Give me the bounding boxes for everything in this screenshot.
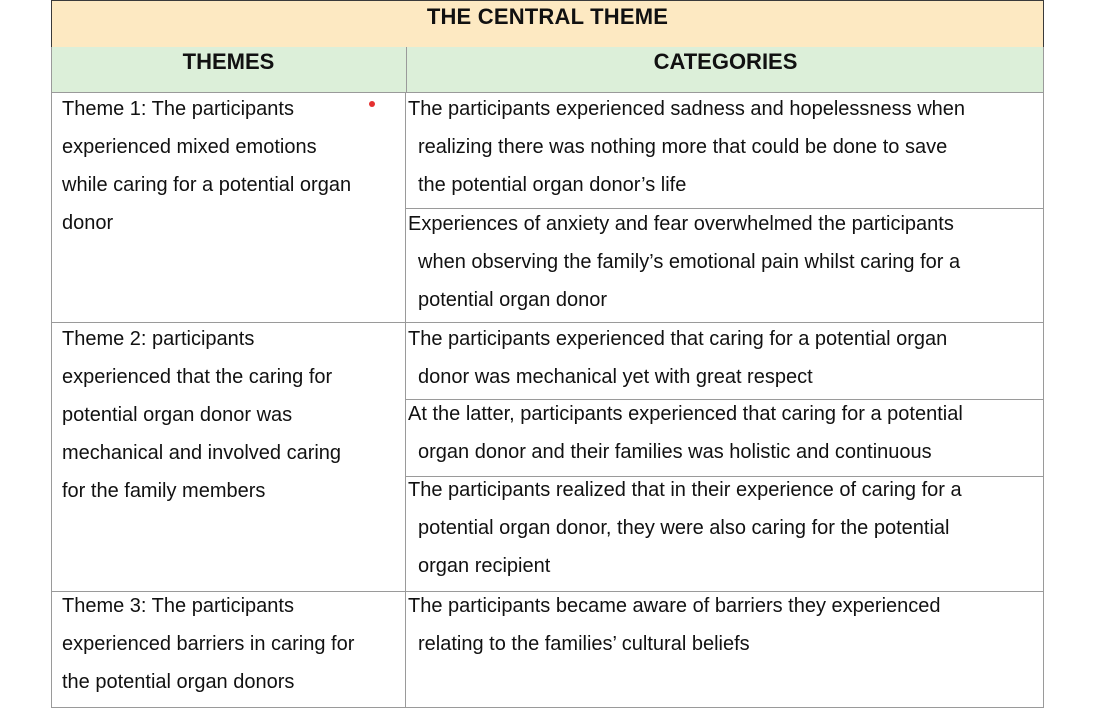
category-1-2-rest: when observing the family’s emotional pain whilst caring for a potential organ donor bbox=[418, 251, 961, 311]
category-2-3-rest: potential organ donor, they were also caring for the potential organ recipient bbox=[418, 517, 950, 577]
bullet-icon bbox=[369, 101, 375, 107]
table-header-row bbox=[51, 47, 1044, 93]
category-3-1-rest: relating to the families’ cultural beliefs bbox=[418, 633, 750, 655]
category-2-2-rest: organ donor and their families was holistic and continuous bbox=[418, 441, 932, 463]
central-theme-table bbox=[51, 0, 1044, 708]
category-2-3-line1: The participants realized that in their experience of caring for a bbox=[408, 479, 962, 501]
category-2-1 bbox=[408, 320, 1038, 396]
theme-2-cell: Theme 2: participants experienced that the caring for potential organ donor was mechanical and involved caring for the family members bbox=[62, 328, 342, 502]
table-body bbox=[51, 93, 1044, 708]
category-1-1-rest: realizing there was nothing more that could be done to save the potential organ donor’s life bbox=[418, 136, 948, 196]
category-2-3 bbox=[408, 471, 1038, 585]
theme-1-cell: Theme 1: The participants experienced mixed emotions while caring for a potential organ donor bbox=[62, 98, 352, 234]
category-2-2-line1: At the latter, participants experienced that caring for a potential bbox=[408, 403, 963, 425]
table-title-row bbox=[51, 0, 1044, 48]
category-3-1 bbox=[408, 587, 1038, 663]
theme-3-cell: Theme 3: The participants experienced barriers in caring for the potential organ donors bbox=[62, 595, 355, 693]
column-divider bbox=[405, 93, 406, 707]
categories-header: CATEGORIES bbox=[406, 47, 1044, 92]
category-1-2 bbox=[408, 205, 1038, 319]
table-title: THE CENTRAL THEME bbox=[426, 4, 669, 29]
category-2-1-rest: donor was mechanical yet with great respect bbox=[418, 366, 813, 388]
category-2-1-line1: The participants experienced that caring for a potential organ bbox=[408, 328, 948, 350]
category-1-2-line1: Experiences of anxiety and fear overwhelmed the participants bbox=[408, 213, 954, 235]
category-2-2 bbox=[408, 395, 1038, 471]
category-1-1-line1: The participants experienced sadness and hopelessness when bbox=[408, 98, 966, 120]
themes-header: THEMES bbox=[182, 49, 275, 74]
category-3-1-line1: The participants became aware of barriers they experienced bbox=[408, 595, 941, 617]
category-1-1 bbox=[408, 90, 1038, 204]
